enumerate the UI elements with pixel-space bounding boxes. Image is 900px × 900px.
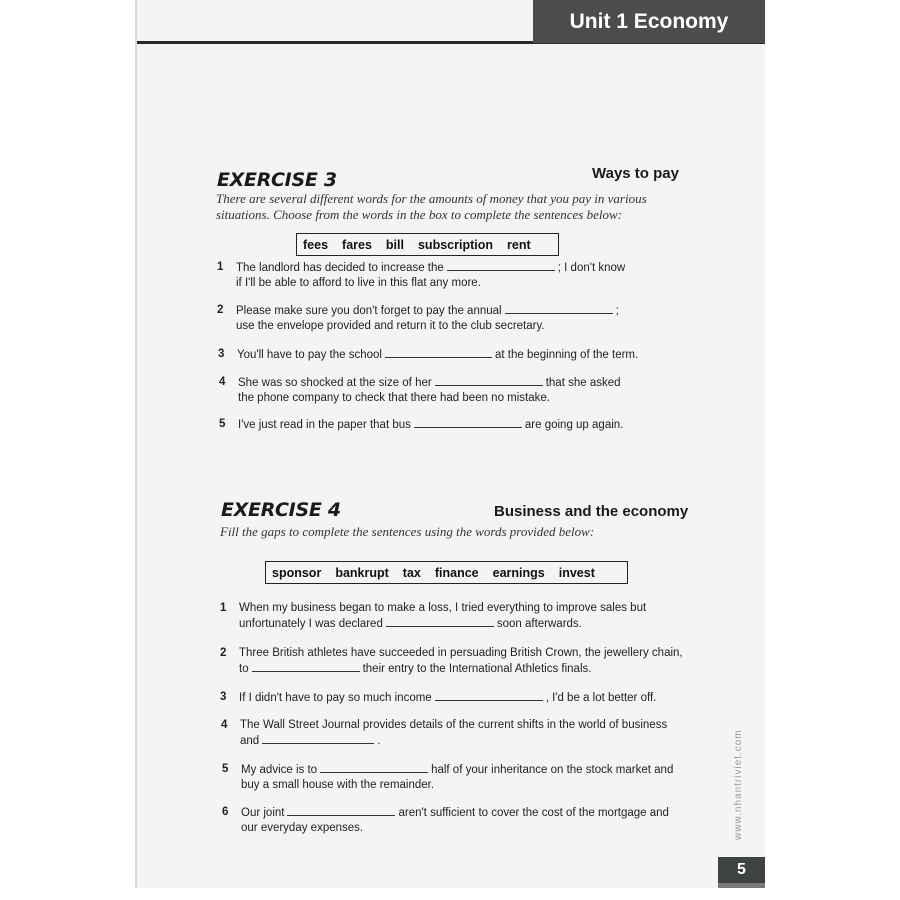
- item-text: I've just read in the paper that bus: [238, 419, 411, 431]
- item-text: and: [240, 735, 260, 747]
- word-box-item: fees: [303, 237, 329, 252]
- exercise4-title: EXERCISE 4: [221, 499, 341, 521]
- item-number: 1: [217, 261, 224, 273]
- answer-blank[interactable]: [262, 733, 374, 744]
- item-number: 3: [220, 691, 227, 703]
- page-number-underline: [718, 883, 765, 888]
- exercise4-item-3: [220, 690, 699, 706]
- exercise4-item-5: [222, 762, 701, 793]
- exercise4-subtitle: Business and the economy: [494, 503, 689, 520]
- answer-blank[interactable]: [435, 375, 543, 386]
- page-number: 5: [718, 857, 765, 883]
- item-text: , I'd be a lot better off.: [545, 692, 657, 704]
- answer-blank[interactable]: [505, 303, 613, 314]
- exercise3-item-1: [217, 260, 656, 291]
- answer-blank[interactable]: [385, 347, 492, 358]
- watermark-url: www.nhantriviet.com: [733, 729, 744, 840]
- item-text: soon afterwards.: [496, 618, 582, 630]
- exercise3-item-5: [219, 417, 658, 433]
- exercise3-item-3: [218, 347, 657, 363]
- item-text: half of your inheritance on the stock market and: [431, 764, 674, 776]
- item-number: 2: [220, 647, 227, 659]
- item-text: their entry to the International Athletics finals.: [362, 663, 592, 675]
- answer-blank[interactable]: [252, 661, 360, 672]
- exercise4-instruction: Fill the gaps to complete the sentences using the words provided below:: [220, 524, 595, 539]
- item-text: the phone company to check that there had been no mistake.: [238, 392, 550, 404]
- item-text: aren't sufficient to cover the cost of the mortgage and: [398, 807, 669, 819]
- exercise4-item-6: [222, 805, 701, 836]
- answer-blank[interactable]: [414, 417, 522, 428]
- exercise4-item-1: [220, 601, 699, 632]
- item-text: if I'll be able to afford to live in this flat any more.: [236, 277, 481, 289]
- item-text: are going up again.: [524, 419, 624, 431]
- item-text: ; I don't know: [557, 262, 626, 274]
- exercise3-item-2: [217, 303, 656, 334]
- exercise4-item-2: [220, 646, 699, 677]
- item-text: Please make sure you don't forget to pay the annual: [236, 305, 502, 317]
- word-box-item: earnings: [492, 565, 545, 580]
- item-number: 6: [222, 806, 229, 818]
- word-box-item: sponsor: [272, 565, 322, 580]
- answer-blank[interactable]: [447, 260, 555, 271]
- item-number: 5: [222, 763, 229, 775]
- item-text: that she asked: [545, 377, 621, 389]
- exercise3-instruction-1: There are several different words for the amounts of money that you pay in various: [216, 191, 647, 206]
- item-number: 4: [221, 719, 228, 731]
- answer-blank[interactable]: [386, 616, 494, 627]
- item-text: You'll have to pay the school: [237, 349, 382, 361]
- item-text: to: [239, 663, 249, 675]
- item-text: Three British athletes have succeeded in persuading British Crown, the jewellery chain,: [239, 647, 683, 659]
- unit-title-tab: Unit 1 Economy: [533, 0, 765, 43]
- item-text: The landlord has decided to increase the: [236, 262, 444, 274]
- word-box-item: invest: [558, 565, 595, 580]
- word-box-item: finance: [434, 565, 479, 580]
- exercise3-item-4: [219, 375, 658, 406]
- item-number: 1: [220, 602, 227, 614]
- exercise4-item-4: [221, 718, 700, 749]
- item-text: My advice is to: [241, 764, 318, 776]
- item-number: 4: [219, 376, 226, 388]
- answer-blank[interactable]: [320, 762, 428, 773]
- exercise3-instruction-2: situations. Choose from the words in the box to complete the sentences below:: [216, 207, 622, 222]
- exercise3-word-box: [296, 233, 559, 256]
- item-text: She was so shocked at the size of her: [238, 377, 432, 389]
- book-page: [137, 0, 765, 888]
- word-box-item: bankrupt: [335, 565, 389, 580]
- item-text: our everyday expenses.: [241, 822, 364, 834]
- word-box-item: bill: [385, 237, 404, 252]
- item-text: When my business began to make a loss, I tried everything to improve sales but: [239, 602, 647, 614]
- item-text: Our joint: [241, 807, 285, 819]
- word-box-item: fares: [342, 237, 372, 252]
- item-text: at the beginning of the term.: [495, 349, 639, 361]
- answer-blank[interactable]: [435, 690, 543, 701]
- item-number: 3: [218, 348, 225, 360]
- item-number: 5: [219, 418, 226, 430]
- word-box-item: tax: [402, 565, 421, 580]
- item-text: buy a small house with the remainder.: [241, 779, 435, 791]
- word-box-item: rent: [507, 237, 531, 252]
- word-box-item: subscription: [417, 237, 493, 252]
- item-text: use the envelope provided and return it to the club secretary.: [236, 320, 545, 332]
- exercise3-subtitle: Ways to pay: [592, 165, 679, 182]
- answer-blank[interactable]: [287, 805, 395, 816]
- item-text: ;: [615, 305, 619, 317]
- item-number: 2: [217, 304, 224, 316]
- item-text: unfortunately I was declared: [239, 618, 383, 630]
- item-text: If I didn't have to pay so much income: [239, 692, 432, 704]
- exercise4-word-box: [265, 561, 628, 584]
- item-text: .: [377, 735, 381, 747]
- item-text: The Wall Street Journal provides details of the current shifts in the world of business: [240, 719, 668, 731]
- exercise3-title: EXERCISE 3: [217, 169, 337, 191]
